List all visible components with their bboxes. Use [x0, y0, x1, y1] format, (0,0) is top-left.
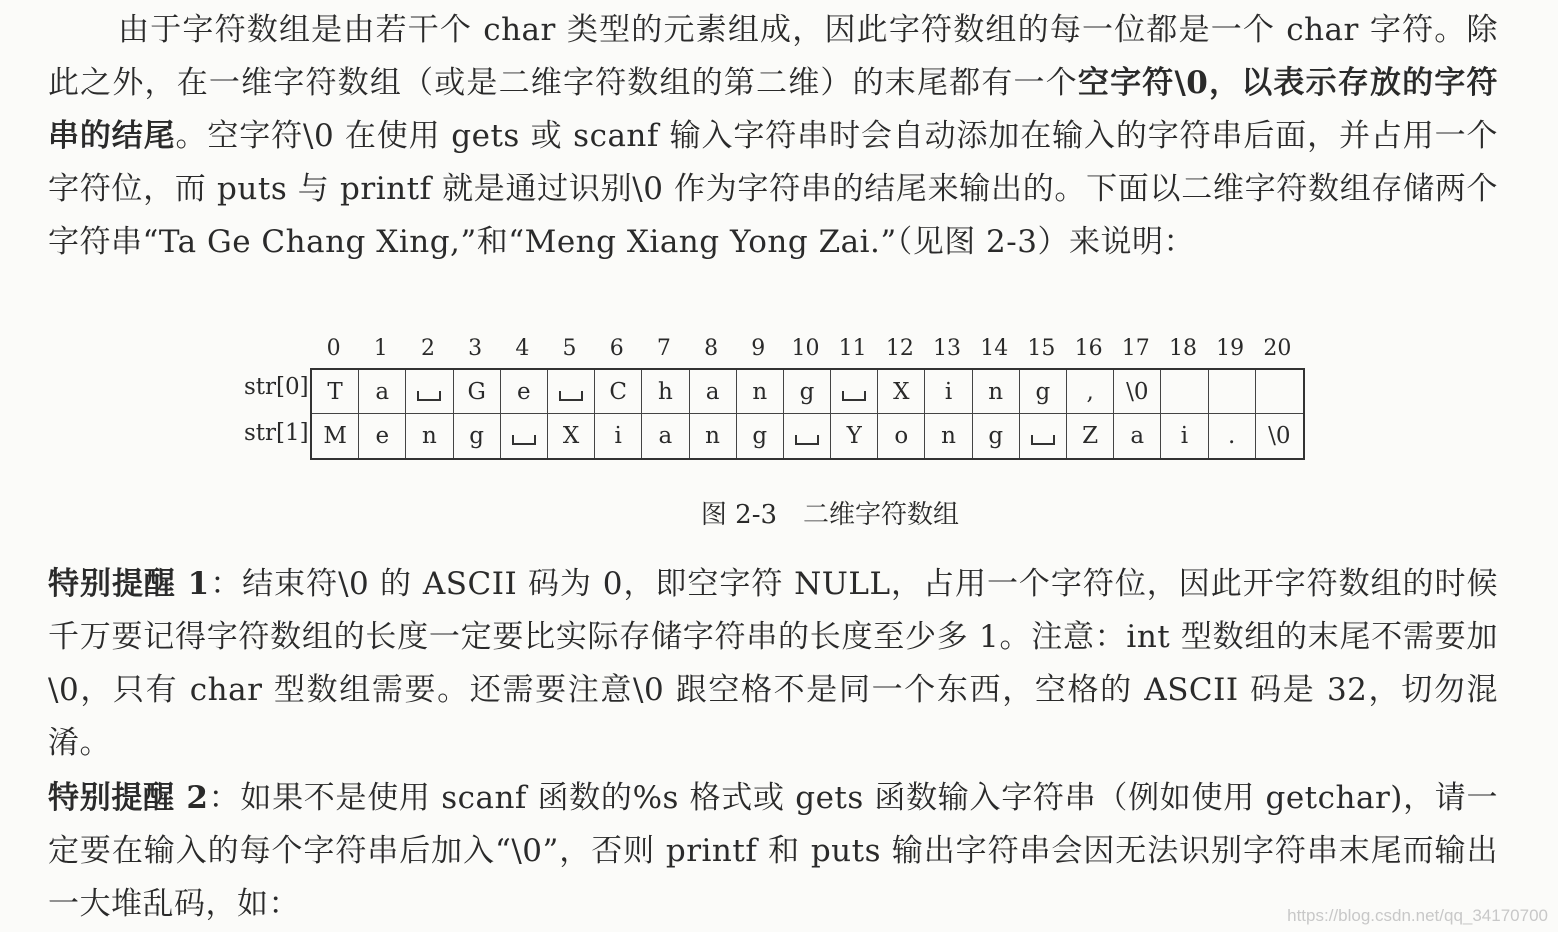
- array-cell: g: [784, 370, 831, 414]
- space-symbol-icon: [795, 435, 819, 445]
- array-cell: Y: [831, 414, 878, 458]
- index-label: 0: [326, 336, 341, 361]
- index-label: 5: [562, 336, 577, 361]
- index-label: 17: [1121, 336, 1150, 361]
- watermark: https://blog.csdn.net/qq_34170700: [1287, 906, 1548, 925]
- index-label: 4: [515, 336, 530, 361]
- array-cell: n: [925, 414, 972, 458]
- array-cell: G: [454, 370, 501, 414]
- space-symbol-icon: [512, 435, 536, 445]
- index-label: 6: [609, 336, 624, 361]
- array-cell: e: [501, 370, 548, 414]
- array-cell: o: [878, 414, 925, 458]
- array-cell: [501, 414, 548, 458]
- array-cell: T: [312, 370, 359, 414]
- array-cell: a: [690, 370, 737, 414]
- note-2-text: ：如果不是使用 scanf 函数的%s 格式或 gets 函数输入字符串（例如使用 getchar)，请一定要在输入的每个字符串后加入“\0”，否则 printf 和 puts 输出字符串会因无法识别字符串末尾而输出一大堆乱码，如：: [48, 780, 1498, 922]
- paragraph-note-2: [48, 772, 1498, 931]
- array-cell: g: [454, 414, 501, 458]
- array-cell: X: [878, 370, 925, 414]
- row-label-str0: str[0]: [244, 374, 309, 400]
- note-1-text: ：结束符\0 的 ASCII 码为 0，即空字符 NULL，占用一个字符位，因此开字符数组的时候千万要记得字符数组的长度一定要比实际存储字符串的长度至少多 1。注意：int 型数组的末尾不需要加\0，只有 char 型数组需要。还需要注意\0 跟空格不是同一个东西，空格的 ASCII 码是 32，切勿混淆。: [48, 566, 1498, 761]
- array-cell: a: [642, 414, 689, 458]
- row-label-str1: str[1]: [244, 420, 309, 446]
- index-label: 12: [885, 336, 914, 361]
- array-cell: \0: [1114, 370, 1161, 414]
- array-cell: g: [1020, 370, 1067, 414]
- char-array-figure: [230, 334, 1330, 534]
- index-label: 14: [980, 336, 1009, 361]
- array-cell: .: [1209, 414, 1256, 458]
- index-label: 9: [751, 336, 766, 361]
- array-cell: [406, 370, 453, 414]
- paragraph-intro-bold: 空字符\0，以表示存放的字符串的结尾: [48, 65, 1498, 154]
- array-cell: [1256, 370, 1303, 414]
- space-symbol-icon: [559, 391, 583, 401]
- index-label: 19: [1216, 336, 1245, 361]
- index-label: 1: [373, 336, 388, 361]
- index-label: 2: [420, 336, 435, 361]
- space-symbol-icon: [842, 391, 866, 401]
- index-label: 20: [1263, 336, 1292, 361]
- index-label: 18: [1168, 336, 1197, 361]
- array-cell: [1161, 370, 1208, 414]
- array-cell: a: [359, 370, 406, 414]
- array-cell: i: [925, 370, 972, 414]
- array-cell: \0: [1268, 423, 1291, 449]
- array-cell: [1020, 414, 1067, 458]
- index-row: [310, 334, 1301, 364]
- index-label: 10: [791, 336, 820, 361]
- index-label: 11: [838, 336, 867, 361]
- array-cell: [831, 370, 878, 414]
- array-cell: [784, 414, 831, 458]
- array-cell: n: [406, 414, 453, 458]
- index-label: 15: [1027, 336, 1056, 361]
- array-cell: n: [973, 370, 1020, 414]
- paragraph-intro-text: 由于字符数组是由若干个 char 类型的元素组成，因此字符数组的每一位都是一个 char 字符。除此之外，在一维字符数组（或是二维字符数组的第二维）的末尾都有一个: [48, 12, 1498, 101]
- note-1-title: 特别提醒 1: [48, 566, 210, 602]
- array-cell: h: [642, 370, 689, 414]
- array-cell: [1209, 370, 1256, 414]
- paragraph-intro: [48, 4, 1498, 269]
- index-label: 8: [704, 336, 719, 361]
- space-symbol-icon: [417, 391, 441, 401]
- array-cell: X: [548, 414, 595, 458]
- index-label: 13: [933, 336, 962, 361]
- array-cell: e: [359, 414, 406, 458]
- char-grid: [310, 368, 1305, 460]
- array-cell: i: [595, 414, 642, 458]
- note-2-title: 特别提醒 2: [48, 780, 209, 816]
- array-cell: Z: [1067, 414, 1114, 458]
- index-label: 7: [656, 336, 671, 361]
- array-cell: M: [312, 414, 359, 458]
- array-cell: C: [595, 370, 642, 414]
- paragraph-note-1: [48, 558, 1498, 770]
- array-cell: g: [973, 414, 1020, 458]
- array-cell: n: [690, 414, 737, 458]
- figure-caption: 图 2-3 二维字符数组: [700, 500, 960, 530]
- array-cell: g: [737, 414, 784, 458]
- array-cell: n: [737, 370, 784, 414]
- array-cell: [548, 370, 595, 414]
- array-cell: a: [1114, 414, 1161, 458]
- paragraph-intro-rest: 。空字符\0 在使用 gets 或 scanf 输入字符串时会自动添加在输入的字符串后面，并占用一个字符位，而 puts 与 printf 就是通过识别\0 作为字符串的结尾来输出的。下面以二维字符数组存储两个字符串“Ta Ge Chang Xing,”和“Meng Xiang Yong Zai.”（见图 2-3）来说明：: [48, 118, 1499, 260]
- array-cell: i: [1161, 414, 1208, 458]
- array-cell: ,: [1067, 370, 1114, 414]
- space-symbol-icon: [1031, 435, 1055, 445]
- index-label: 3: [468, 336, 483, 361]
- index-label: 16: [1074, 336, 1103, 361]
